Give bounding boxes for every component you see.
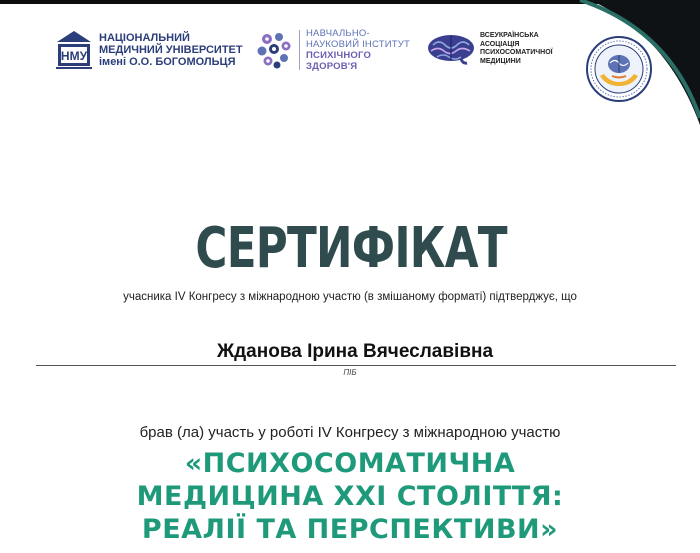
name-underline: [36, 365, 676, 366]
nmu-name: [99, 32, 243, 68]
institute-line-1: НАВЧАЛЬНО-: [306, 28, 370, 39]
nmu-line-2: МЕДИЧНИЙ УНІВЕРСИТЕТ: [99, 44, 243, 56]
nmu-building-icon: [55, 30, 93, 70]
participant-name: Жданова Ірина Вячеславівна: [216, 341, 494, 362]
institute-name: [306, 28, 410, 72]
brain-icon: [425, 33, 477, 65]
participation-text: брав (ла) участь у роботі IV Конгресу з міжнародною участю: [139, 424, 561, 441]
congress-title-line-1: «ПСИХОСОМАТИЧНА: [184, 448, 516, 479]
nmu-logo: [55, 30, 243, 70]
association-name: [480, 32, 553, 66]
association-line-3: ПСИХОСОМАТИЧНОЇ: [480, 49, 553, 56]
institute-separator: [299, 30, 300, 70]
association-logo: [425, 32, 553, 66]
congress-title-line-2: МЕДИЦИНА XXI СТОЛІТТЯ:: [136, 481, 564, 512]
brain-hands-seal-icon: [586, 36, 652, 102]
association-line-4: МЕДИЦИНИ: [480, 57, 521, 65]
congress-title-line-3: РЕАЛІЇ ТА ПЕРСПЕКТИВИ»: [141, 514, 559, 545]
certificate-subtitle: учасника IV Конгресу з міжнародною участю (в змішаному форматі) підтверджує, що: [123, 291, 577, 303]
institute-logo: [255, 28, 410, 72]
nmu-mark-text: НМУ: [60, 49, 88, 63]
institute-line-4: ЗДОРОВ'Я: [306, 61, 358, 72]
institute-line-2: НАУКОВИЙ ІНСТИТУТ: [306, 39, 410, 50]
brain-pattern-icon: [255, 29, 293, 71]
congress-title: [0, 447, 700, 546]
nmu-line-3: імені О.О. БОГОМОЛЬЦЯ: [99, 56, 236, 68]
partner-logos: [0, 20, 700, 90]
certificate-title: СЕРТИФІКАТ: [195, 216, 507, 281]
nmu-line-1: НАЦІОНАЛЬНИЙ: [99, 32, 190, 44]
institute-line-3: ПСИХІЧНОГО: [306, 50, 372, 61]
association-line-2: АСОЦІАЦІЯ: [480, 40, 520, 48]
name-caption: ПІБ: [343, 368, 357, 377]
association-line-1: ВСЕУКРАЇНСЬКА: [480, 32, 539, 39]
